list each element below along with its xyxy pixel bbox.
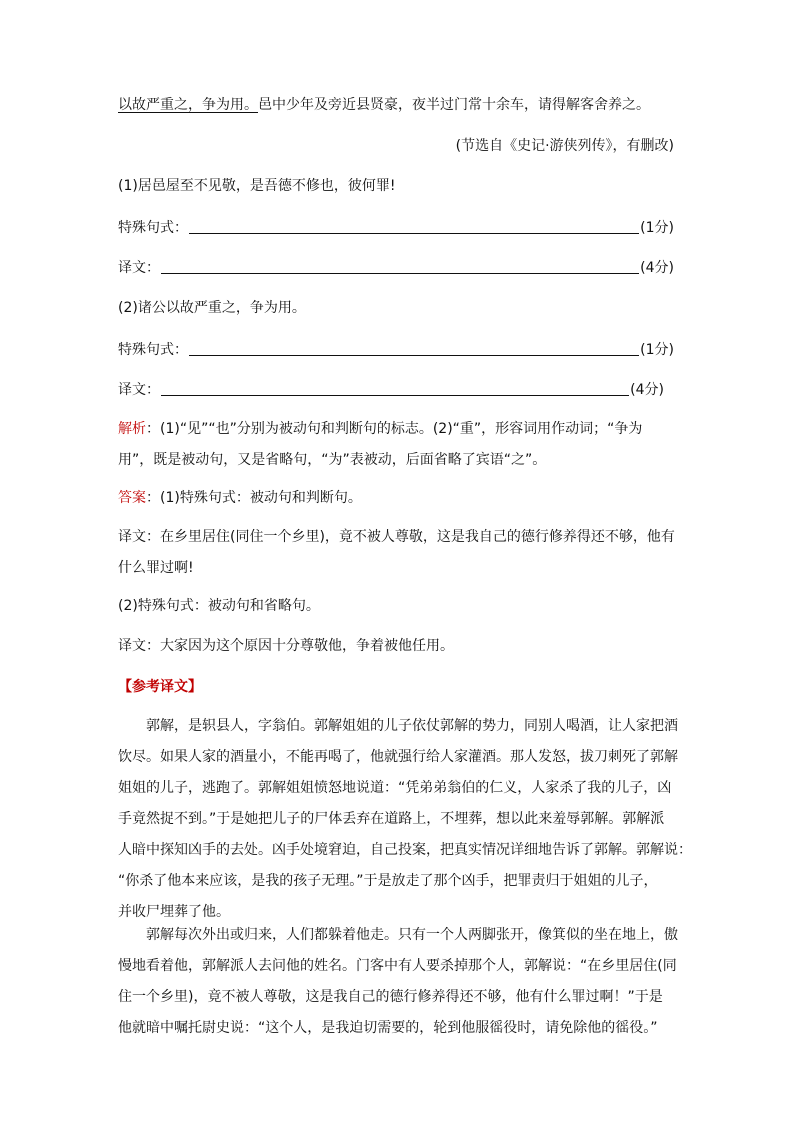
- translation-label: 译文：: [118, 260, 160, 276]
- score: (4分): [630, 382, 664, 398]
- answer-blank[interactable]: [161, 272, 639, 274]
- special-label: 特殊句式：: [118, 342, 188, 358]
- analysis-line: 用”，既是被动句，又是省略句，“为”表被动，后面省略了宾语“之”。: [118, 452, 547, 468]
- answer-2-special: (2)特殊句式：被动句和省略句。: [118, 598, 320, 614]
- q1-translation-row: [118, 257, 674, 277]
- answer-1-translation: [118, 522, 674, 584]
- paragraph-line: 手竟然捉不到。”于是她把儿子的尸体丢弃在道路上，不埋葬，想以此来羞辱郭解。郭解派: [118, 811, 665, 827]
- paragraph-line: 并收尸埋葬了他。: [118, 904, 230, 920]
- answer-line: 译文：在乡里居住(同住一个乡里)，竟不被人尊敬，这是我自己的德行修养得还不够，他有: [118, 529, 675, 545]
- answer-line: 什么罪过啊!: [118, 560, 194, 576]
- score: (4分): [640, 260, 674, 276]
- paragraph-line: 郭解，是轵县人，字翁伯。郭解姐姐的儿子依仗郭解的势力，同别人喝酒，让人家把酒: [146, 718, 678, 734]
- analysis-label: 解析: [118, 421, 146, 437]
- answer-blank[interactable]: [189, 232, 639, 234]
- paragraph-line: 姐姐的儿子，逃跑了。郭解姐姐愤怒地说道：“凭弟弟翁伯的仁义，人家杀了我的儿子，凶: [118, 780, 672, 796]
- special-label: 特殊句式：: [118, 220, 188, 236]
- q2-special-row: [118, 339, 674, 359]
- answer-1-special: [118, 488, 362, 508]
- passage-text: 邑中少年及旁近县贤豪，夜半过门常十余车，请得解客舍养之。: [258, 97, 650, 113]
- reference-paragraph-1: [118, 711, 692, 928]
- answer-blank[interactable]: [189, 354, 639, 356]
- passage-line: [118, 95, 650, 115]
- q1-special-row: [118, 217, 674, 237]
- question-2-prompt: (2)诸公以故严重之，争为用。: [118, 300, 306, 316]
- paragraph-line: 饮尽。如果人家的酒量小，不能再喝了，他就强行给人家灌酒。那人发怒，拔刀刺死了郭解: [118, 749, 678, 765]
- reference-title: 【参考译文】: [118, 679, 202, 695]
- paragraph-line: 住一个乡里)，竟不被人尊敬，这是我自己的德行修养得还不够，他有什么罪过啊！”于是: [118, 989, 663, 1005]
- paragraph-line: 郭解每次外出或归来，人们都躲着他走。只有一个人两脚张开，像箕似的坐在地上，傲: [146, 927, 678, 943]
- paragraph-line: “你杀了他本来应该，是我的孩子无理。”于是放走了那个凶手，把罪责归于姐姐的儿子，: [118, 873, 658, 889]
- paragraph-line: 人暗中探知凶手的去处。凶手处境窘迫，自己投案，把真实情况详细地告诉了郭解。郭解说：: [118, 842, 692, 858]
- paragraph-line: 他就暗中嘱托尉史说：“这个人，是我迫切需要的，轮到他服徭役时，请免除他的徭役。”: [118, 1020, 658, 1036]
- source-citation: (节选自《史记·游侠列传》，有删改): [455, 138, 674, 154]
- reference-paragraph-2: [118, 920, 678, 1044]
- paragraph-line: 慢地看着他，郭解派人去问他的姓名。门客中有人要杀掉那个人，郭解说：“在乡里居住(同: [118, 958, 677, 974]
- analysis-separator: ：: [146, 421, 160, 437]
- answer-text: (1)特殊句式：被动句和判断句。: [160, 490, 362, 506]
- translation-label: 译文：: [118, 382, 160, 398]
- answer-2-translation: 译文：大家因为这个原因十分尊敬他，争着被他任用。: [118, 638, 454, 654]
- analysis-line: (1)“见”“也”分别为被动句和判断句的标志。(2)“重”，形容词用作动词；“争为: [160, 421, 643, 437]
- score: (1分): [640, 220, 674, 236]
- answer-separator: ：: [146, 490, 160, 506]
- answer-blank[interactable]: [161, 394, 629, 396]
- q2-translation-row: [118, 379, 664, 399]
- underlined-sentence: 以故严重之，争为用。: [118, 97, 258, 113]
- question-1-prompt: (1)居邑屋至不见敬，是吾德不修也，彼何罪!: [118, 178, 396, 194]
- score: (1分): [640, 342, 674, 358]
- answer-label: 答案: [118, 490, 146, 506]
- analysis-block: [118, 414, 674, 476]
